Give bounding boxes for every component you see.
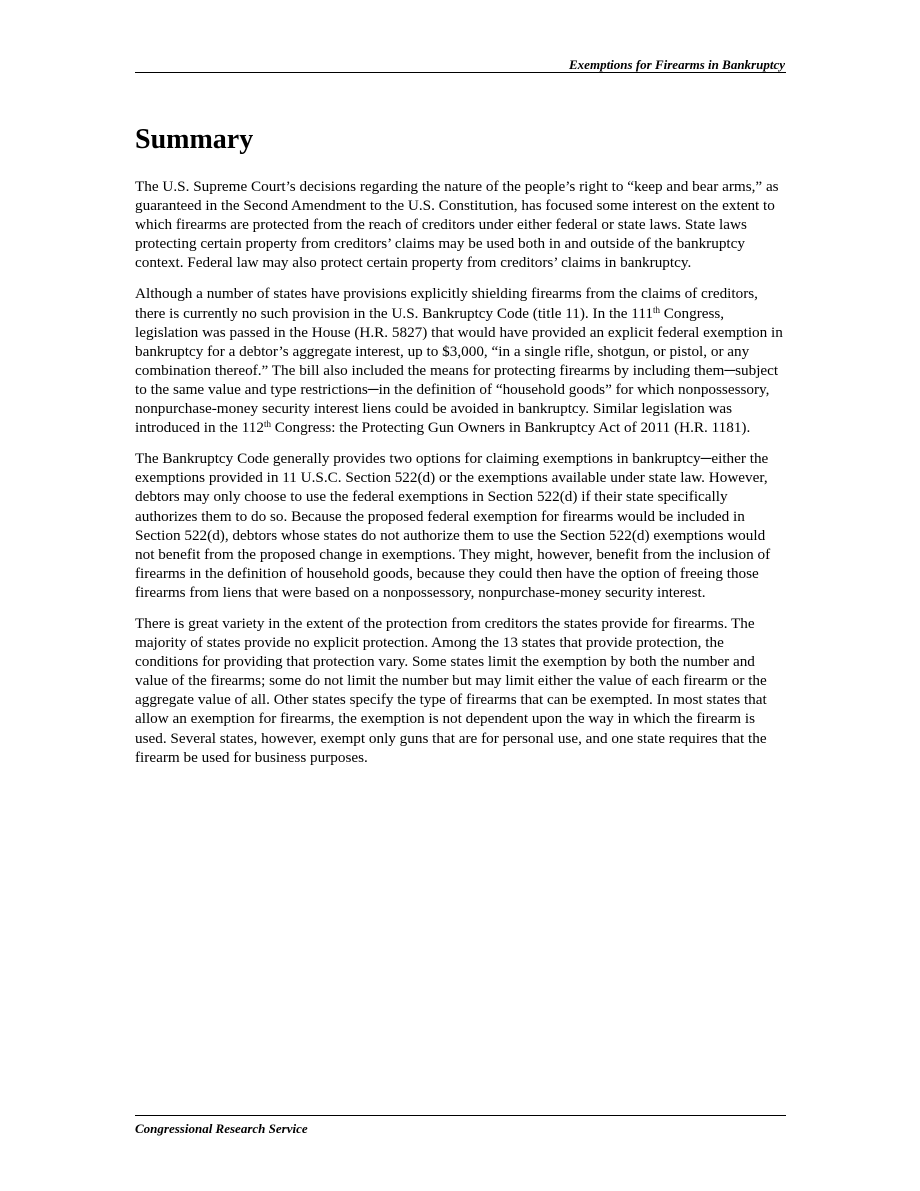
paragraph-2-part-c: Congress: the Protecting Gun Owners in Bankruptcy Act of 2011 (H.R. 1181). — [270, 419, 751, 437]
paragraph-2-part-b: Congress, legislation was passed in the House (H.R. 5827) that would have provided an explicit federal exemption in bankruptcy for a debtor’s aggregate interest, up to $3,000, “in a single rifle, shotgun, or pistol, or any combination thereof.” The bill also included the means for protecting firearms by including them─subject to the same value and type restrictions─in the definition of “household goods” for which nonpossessory, nonpurchase-money security interest liens could be avoided in bankruptcy. Similar legislation was introduced in the 112 — [135, 304, 783, 437]
section-title: Summary — [135, 124, 254, 155]
ordinal-superscript: th — [652, 304, 660, 315]
paragraph-4: There is great variety in the extent of the protection from creditors the states provide for firearms. The majority of states provide no explicit protection. Among the 13 states that provide protection, the conditions for providing that protection vary. Some states limit the exemption by both the number and value of the firearms; some do not limit the number but may limit either the value of each firearm or the aggregate value of all. Other states specify the type of firearms that can be exempted. In most states that allow an exemption for firearms, the exemption is not dependent upon the way in which the firearm is used. Several states, however, exempt only guns that are for personal use, and one state requires that the firearm be used for business purposes. — [135, 614, 767, 766]
ordinal-superscript: th — [263, 419, 271, 430]
paragraph-2-part-a: Although a number of states have provisions explicitly shielding firearms from the claims of creditors, there is currently no such provision in the U.S. Bankruptcy Code (title 11). In the 111 — [135, 285, 758, 322]
paragraph-2 — [135, 284, 787, 437]
header-rule — [135, 72, 786, 73]
paragraph-1: The U.S. Supreme Court’s decisions regarding the nature of the people’s right to “keep and bear arms,” as guaranteed in the Second Amendment to the U.S. Constitution, has focused some interest on the extent to which firearms are protected from the reach of creditors under either federal or state laws. State laws protecting certain property from creditors’ claims may be used both in and outside of the bankruptcy context. Federal law may also protect certain property from creditors’ claims in bankruptcy. — [135, 178, 779, 272]
running-header: Exemptions for Firearms in Bankruptcy — [569, 57, 785, 72]
paragraph-3: The Bankruptcy Code generally provides two options for claiming exemptions in bankruptcy─either the exemptions provided in 11 U.S.C. Section 522(d) or the exemptions available under state law. However, debtors may only choose to use the federal exemptions in Section 522(d) if their state specifically authorizes them to do so. Because the proposed federal exemption for firearms would be included in Section 522(d), debtors whose states do not authorize them to use the Section 522(d) exemptions would not benefit from the proposed change in exemptions. They might, however, benefit from the inclusion of firearms in the definition of household goods, because they could then have the option of freeing those firearms from liens that were based on a nonpossessory, nonpurchase-money security interest. — [135, 450, 771, 601]
summary-body — [135, 177, 787, 779]
footer-rule — [135, 1115, 786, 1116]
running-footer: Congressional Research Service — [135, 1121, 308, 1136]
